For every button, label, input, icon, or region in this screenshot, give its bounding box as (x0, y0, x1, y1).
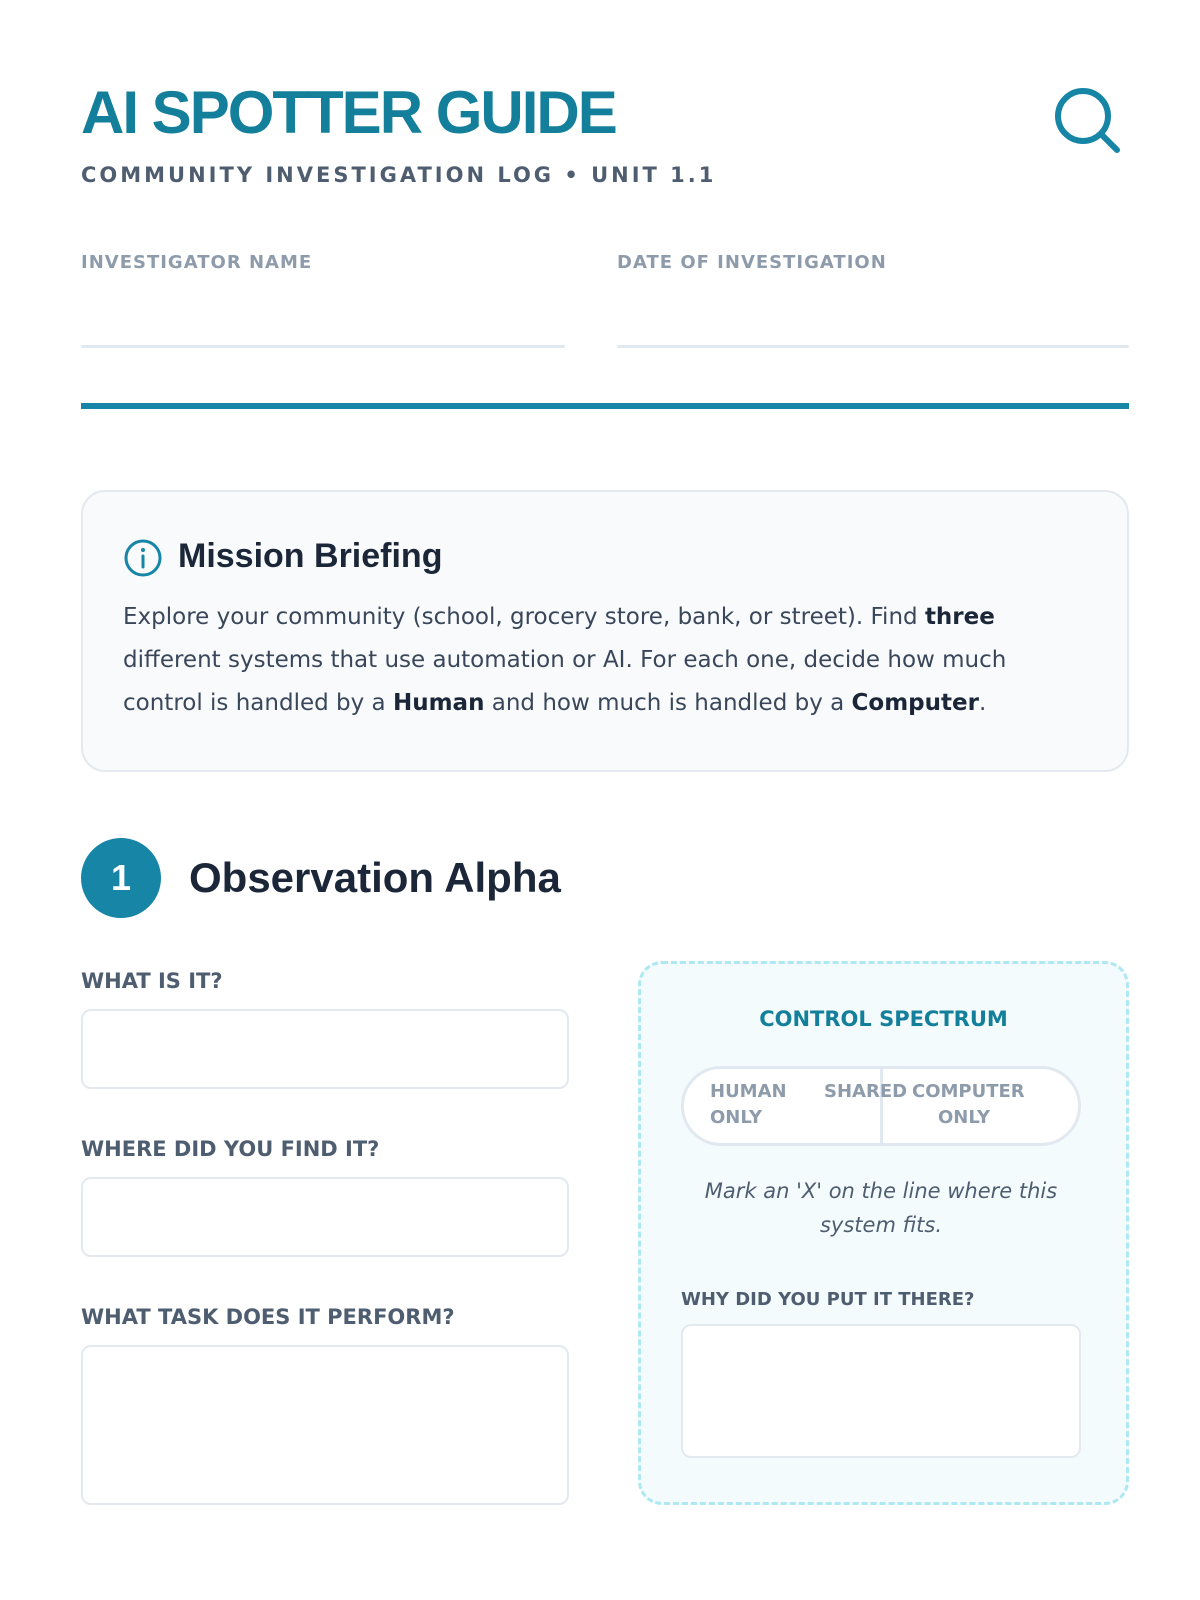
briefing-emphasis-three: three (924, 604, 995, 630)
briefing-text-part: Explore your community (school, grocery store, bank, or street). Find (123, 604, 925, 630)
worksheet-page (81, 0, 1129, 1600)
investigator-name-field[interactable] (81, 345, 565, 348)
briefing-text-part: and how much is handled by a (484, 690, 852, 716)
briefing-text-part: different systems that use automation or AI. For each one, decide how much control is handled by a (123, 647, 1007, 716)
where-found-input[interactable] (81, 1177, 569, 1257)
page-subtitle: COMMUNITY INVESTIGATION LOG • UNIT 1.1 (81, 163, 717, 187)
why-label: WHY DID YOU PUT IT THERE? (681, 1289, 975, 1310)
header-divider (81, 403, 1129, 409)
date-label: DATE OF INVESTIGATION (617, 252, 887, 273)
spectrum-label-human-line: HUMAN (710, 1081, 787, 1102)
spectrum-line[interactable] (681, 1066, 1081, 1146)
spectrum-label-human-line: ONLY (710, 1107, 763, 1128)
observation-number-badge: 1 (81, 838, 161, 918)
spectrum-label-computer-line: COMPUTER (912, 1081, 1025, 1102)
observation-title: Observation Alpha (189, 854, 561, 901)
briefing-emphasis-human: Human (392, 690, 485, 716)
what-is-it-input[interactable] (81, 1009, 569, 1089)
task-input[interactable] (81, 1345, 569, 1505)
briefing-text (123, 596, 1083, 725)
briefing-emphasis-computer: Computer (851, 690, 979, 716)
briefing-text-part: . (978, 690, 987, 716)
mission-briefing-card (81, 490, 1129, 772)
spectrum-label-computer (912, 1079, 1025, 1131)
briefing-title: Mission Briefing (178, 537, 443, 575)
spectrum-label-shared: SHARED (824, 1081, 908, 1102)
spectrum-title: CONTROL SPECTRUM (759, 1007, 1008, 1031)
question-label-what: WHAT IS IT? (81, 969, 223, 993)
spectrum-label-human (710, 1079, 787, 1131)
info-icon (123, 538, 163, 578)
spectrum-instruction: Mark an 'X' on the line where this system fits. (704, 1179, 1058, 1237)
question-label-task: WHAT TASK DOES IT PERFORM? (81, 1305, 455, 1329)
question-label-where: WHERE DID YOU FIND IT? (81, 1137, 380, 1161)
control-spectrum-panel (638, 961, 1129, 1505)
page-title: AI SPOTTER GUIDE (81, 79, 616, 146)
search-icon (1053, 86, 1123, 156)
spectrum-label-computer-line: ONLY (938, 1107, 991, 1128)
investigator-name-label: INVESTIGATOR NAME (81, 252, 313, 273)
why-input[interactable] (681, 1324, 1081, 1458)
header (81, 80, 1129, 190)
date-field[interactable] (617, 345, 1129, 348)
